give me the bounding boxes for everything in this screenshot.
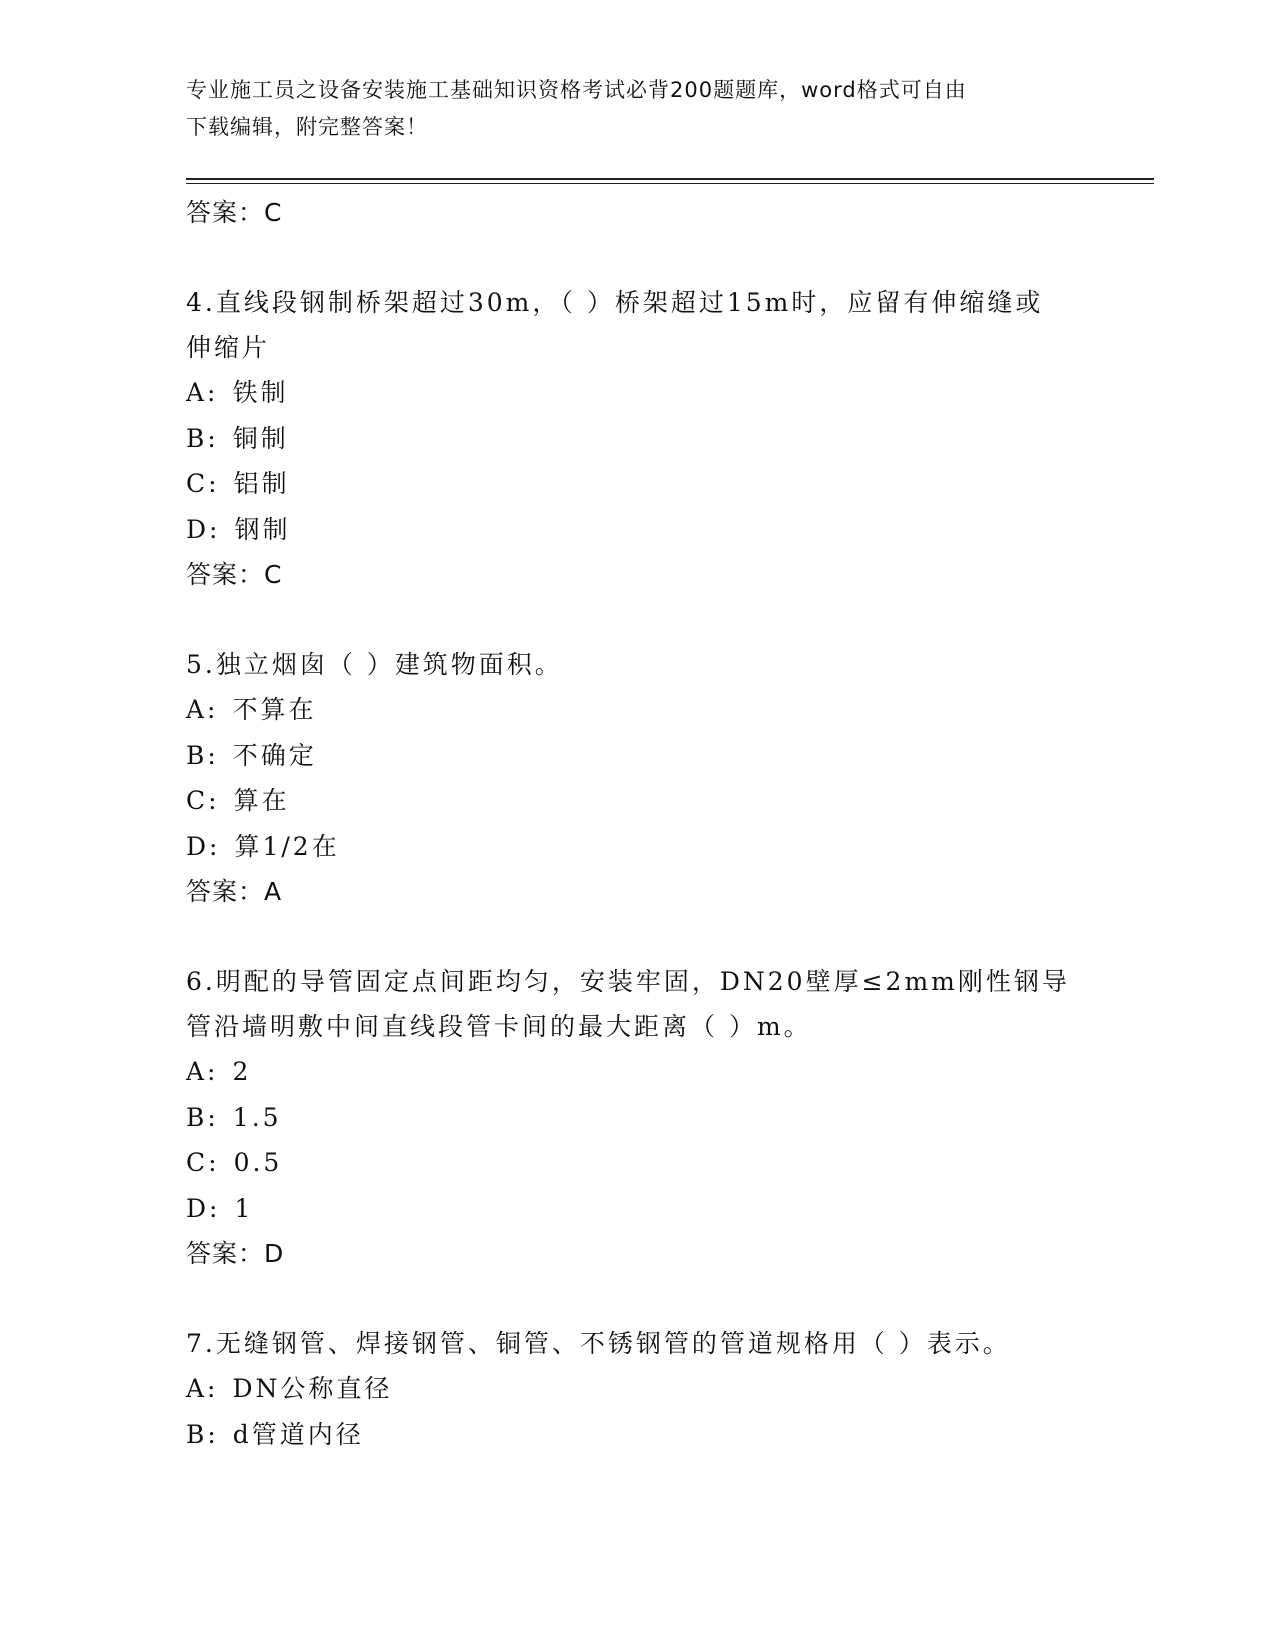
option-text: d管道内径 <box>232 1419 364 1449</box>
option-label: D: <box>186 831 221 861</box>
option-text: DN公称直径 <box>232 1374 393 1403</box>
option-text: 算1/2在 <box>234 831 340 861</box>
option-text: 铜制 <box>232 423 289 453</box>
answer-line: 答案：D <box>186 1239 285 1268</box>
option-label: C: <box>186 786 220 815</box>
option-c <box>186 461 1076 507</box>
option-a <box>186 1366 1076 1412</box>
option-text: 2 <box>232 1057 252 1086</box>
option-text: 不确定 <box>232 740 317 770</box>
answer-line: 答案：A <box>186 877 283 906</box>
question-text-line: 伸缩片 <box>186 333 271 362</box>
option-label: B: <box>186 1419 219 1449</box>
question-list <box>186 190 1076 1457</box>
option-a <box>186 687 1076 733</box>
question-text-line: 7.无缝钢管、焊接钢管、铜管、不锈钢管的管道规格用（ ）表示。 <box>186 1329 1011 1358</box>
question-6 <box>186 959 1076 1049</box>
option-text: 1 <box>234 1193 254 1223</box>
option-b <box>186 733 1076 779</box>
option-label: A: <box>186 378 219 407</box>
question-text-line: 管沿墙明敷中间直线段管卡间的最大距离（ ）m。 <box>186 1012 812 1041</box>
question-text-line: 6.明配的导管固定点间距均匀，安装牢固，DN20壁厚≤2mm刚性钢导 <box>186 967 1070 996</box>
option-d <box>186 507 1076 553</box>
option-b <box>186 1412 1076 1458</box>
question-text-line: 4.直线段钢制桥架超过30m，（ ）桥架超过15m时，应留有伸缩缝或 <box>186 288 1044 317</box>
option-text: 0.5 <box>233 1148 283 1177</box>
header-line-2: 下载编辑，附完整答案！ <box>186 115 428 139</box>
option-label: D: <box>186 514 221 544</box>
option-text: 算在 <box>233 786 290 815</box>
question-4 <box>186 280 1076 370</box>
option-label: D: <box>186 1193 221 1223</box>
option-label: B: <box>186 740 219 770</box>
spacer <box>186 915 1076 959</box>
option-c <box>186 778 1076 824</box>
option-c <box>186 1140 1076 1186</box>
spacer <box>186 1277 1076 1321</box>
document-header <box>186 72 1066 146</box>
spacer <box>186 598 1076 642</box>
option-d <box>186 824 1076 870</box>
header-divider-thin <box>186 183 1154 184</box>
option-b <box>186 416 1076 462</box>
option-label: B: <box>186 423 219 453</box>
option-label: C: <box>186 469 220 498</box>
option-text: 铝制 <box>233 469 290 498</box>
spacer <box>186 236 1076 280</box>
header-line-1: 专业施工员之设备安装施工基础知识资格考试必背200题题库，word格式可自由 <box>186 78 967 102</box>
option-label: A: <box>186 1057 219 1086</box>
option-text: 不算在 <box>232 695 317 724</box>
option-label: A: <box>186 1374 219 1403</box>
option-label: C: <box>186 1148 220 1177</box>
answer-line: 答案：C <box>186 560 283 589</box>
option-b <box>186 1095 1076 1141</box>
option-d <box>186 1186 1076 1232</box>
question-7 <box>186 1321 1076 1366</box>
option-label: A: <box>186 695 219 724</box>
question-text-line: 5.独立烟囱（ ）建筑物面积。 <box>186 650 563 679</box>
option-text: 铁制 <box>232 378 289 407</box>
option-text: 钢制 <box>234 514 291 544</box>
answer-line: 答案：C <box>186 198 283 227</box>
question-5 <box>186 642 1076 687</box>
option-label: B: <box>186 1102 219 1132</box>
option-a <box>186 1049 1076 1095</box>
option-a <box>186 370 1076 416</box>
header-divider-thick <box>186 178 1154 180</box>
option-text: 1.5 <box>232 1102 282 1132</box>
